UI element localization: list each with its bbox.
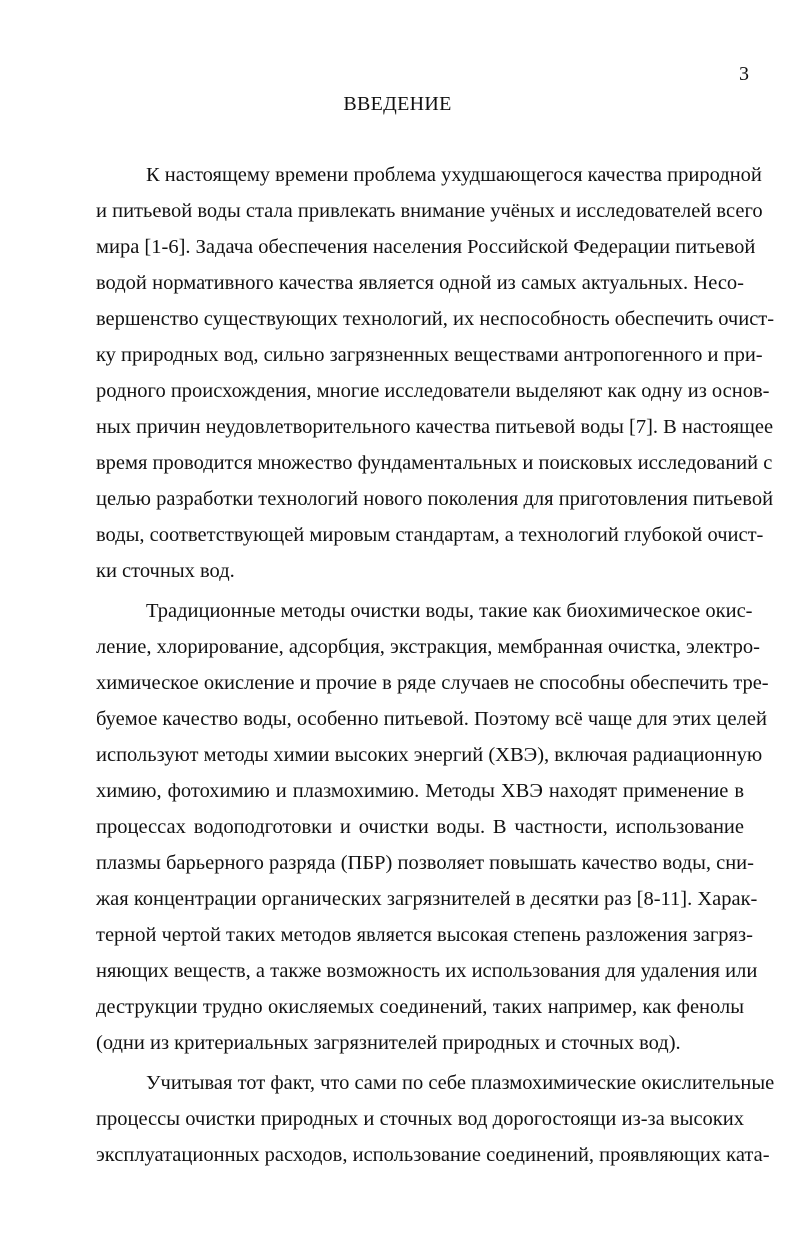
text-line: родного происхождения, многие исследователи выделяют как одну из основ- <box>96 380 770 402</box>
text-line: ных причин неудовлетворительного качества питьевой воды [7]. В настоящее <box>96 416 774 438</box>
text-line: воды, соответствующей мировым стандартам, а технологий глубокой очист- <box>96 524 764 546</box>
text-line: химию, фотохимию и плазмохимию. Методы ХВЭ находят применение в <box>96 780 744 802</box>
text-line: терной чертой таких методов является высокая степень разложения загряз- <box>96 924 753 946</box>
text-line: целью разработки технологий нового поколения для приготовления питьевой <box>96 488 774 510</box>
text-line: процессы очистки природных и сточных вод дорогостоящи из-за высоких <box>96 1108 744 1130</box>
text-line: процессах водоподготовки и очистки воды. В частности, использование <box>96 816 744 838</box>
text-line: деструкции трудно окисляемых соединений, таких например, как фенолы <box>96 996 744 1018</box>
text-line: буемое качество воды, особенно питьевой. Поэтому всё чаще для этих целей <box>96 708 767 730</box>
text-line: Учитывая тот факт, что сами по себе плазмохимические окислительные <box>146 1072 775 1094</box>
text-line: эксплуатационных расходов, использование соединений, проявляющих ката- <box>96 1144 770 1166</box>
text-line: используют методы химии высоких энергий (ХВЭ), включая радиационную <box>96 744 763 766</box>
text-line: няющих веществ, а также возможность их использования для удаления или <box>96 960 758 982</box>
text-line: мира [1-6]. Задача обеспечения населения Российской Федерации питьевой <box>96 236 756 258</box>
text-line: время проводится множество фундаментальных и поисковых исследований с <box>96 452 773 474</box>
page-title: ВВЕДЕНИЕ <box>343 93 452 115</box>
text-line: Традиционные методы очистки воды, такие как биохимическое окис- <box>146 600 753 622</box>
text-line: К настоящему времени проблема ухудшающегося качества природной <box>146 164 762 186</box>
page-number: 3 <box>739 63 749 85</box>
text-line: и питьевой воды стала привлекать внимание учёных и исследователей всего <box>96 200 763 222</box>
text-line: водой нормативного качества является одной из самых актуальных. Несо- <box>96 272 744 294</box>
text-line: (одни из критериальных загрязнителей природных и сточных вод). <box>96 1032 681 1054</box>
text-line: жая концентрации органических загрязнителей в десятки раз [8-11]. Харак- <box>96 888 758 910</box>
text-line: ки сточных вод. <box>96 560 235 582</box>
text-line: ку природных вод, сильно загрязненных веществами антропогенного и при- <box>96 344 763 366</box>
text-line: плазмы барьерного разряда (ПБР) позволяет повышать качество воды, сни- <box>96 852 754 874</box>
text-line: ление, хлорирование, адсорбция, экстракция, мембранная очистка, электро- <box>96 636 760 658</box>
text-line: вершенство существующих технологий, их неспособность обеспечить очист- <box>96 308 775 330</box>
text-line: химическое окисление и прочие в ряде случаев не способны обеспечить тре- <box>96 672 769 694</box>
